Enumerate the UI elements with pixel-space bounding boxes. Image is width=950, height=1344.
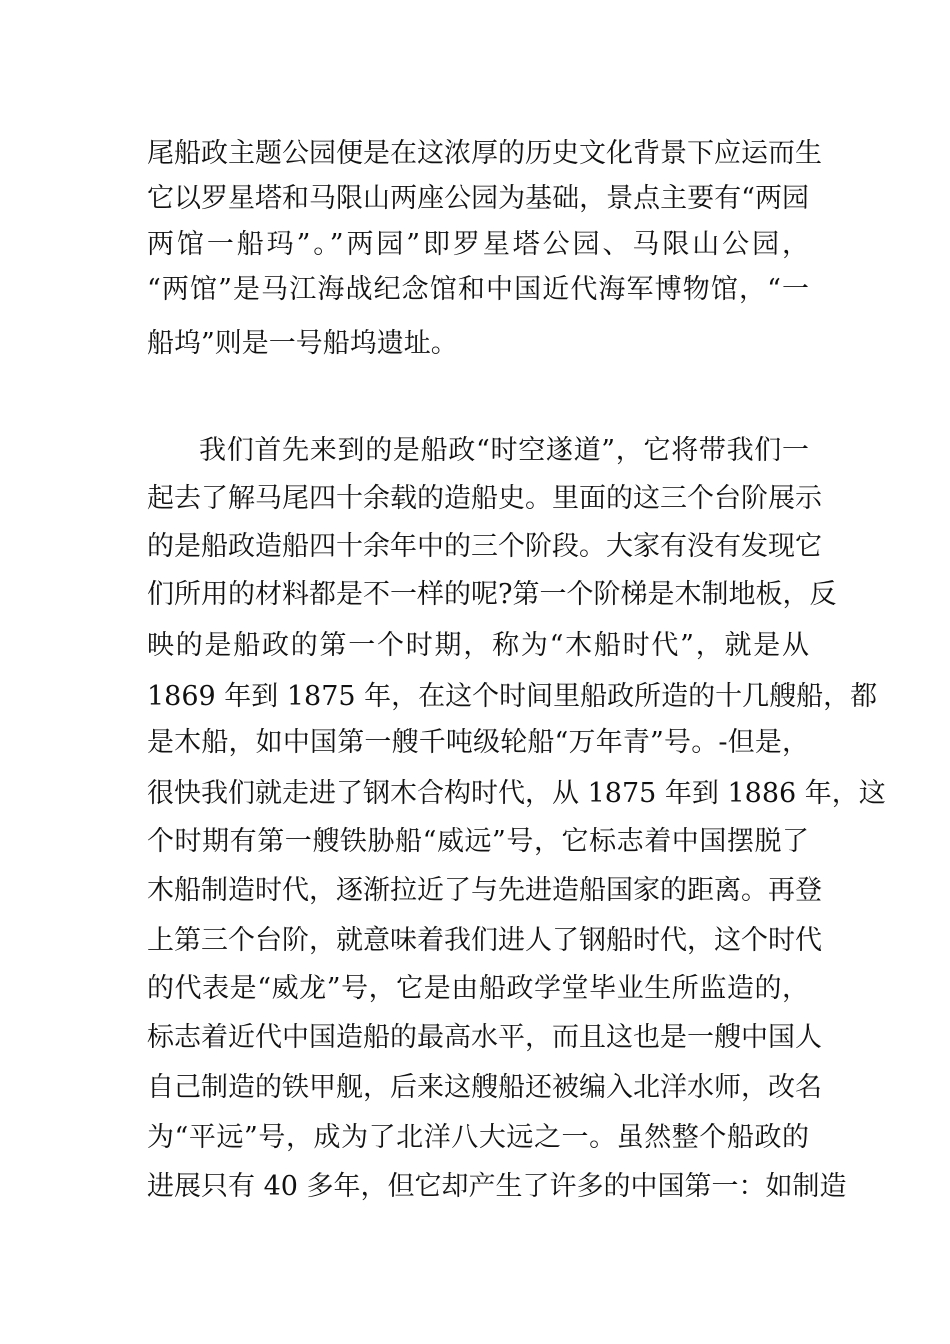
text-line: 起去了解马尾四十余载的造船史。里面的这三个台阶展示 — [147, 483, 822, 514]
text-line: 它以罗星塔和马限山两座公园为基础，景点主要有“两园 — [147, 183, 809, 214]
text-line: 个时期有第一艘铁胁船“威远”号，它标志着中国摆脱了 — [147, 826, 809, 857]
text-line: 1869 年到 1875 年，在这个时间里船政所造的十几艘船，都 — [147, 681, 878, 712]
text-line: 的是船政造船四十余年中的三个阶段。大家有没有发现它 — [147, 531, 822, 562]
text-line: 两馆一船玛”。”两园”即罗星塔公园、马限山公园， — [147, 229, 809, 260]
text-line: 进展只有 40 多年，但它却产生了许多的中国第一：如制造 — [147, 1171, 847, 1202]
text-line: 船坞”则是一号船坞遗址。 — [147, 328, 458, 359]
text-line: “两馆”是马江海战纪念馆和中国近代海军博物馆，“一 — [147, 274, 809, 305]
text-line: 木船制造时代，逐渐拉近了与先进造船国家的距离。再登 — [147, 875, 822, 906]
text-line: 自己制造的铁甲舰，后来这艘船还被编入北洋水师，改名 — [147, 1072, 822, 1103]
text-line: 映的是船政的第一个时期，称为“木船时代”，就是从 — [147, 630, 809, 661]
text-line: 上第三个台阶，就意味着我们进人了钢船时代，这个时代 — [147, 925, 822, 956]
text-line: 为“平远”号，成为了北洋八大远之一。虽然整个船政的 — [147, 1122, 809, 1153]
text-line: 尾船政主题公园便是在这浓厚的历史文化背景下应运而生 — [147, 138, 822, 169]
text-line: 们所用的材料都是不一样的呢?第一个阶梯是木制地板，反 — [147, 579, 837, 610]
text-line: 是木船，如中国第一艘千吨级轮船“万年青”号。-但是， — [147, 727, 809, 758]
text-line: 很快我们就走进了钢木合构时代，从 1875 年到 1886 年，这 — [147, 778, 886, 809]
text-line: 我们首先来到的是船政“时空遂道”，它将带我们一 — [199, 435, 809, 466]
text-line: 的代表是“威龙”号，它是由船政学堂毕业生所监造的， — [147, 973, 809, 1004]
text-line: 标志着近代中国造船的最高水平，而且这也是一艘中国人 — [147, 1022, 822, 1053]
